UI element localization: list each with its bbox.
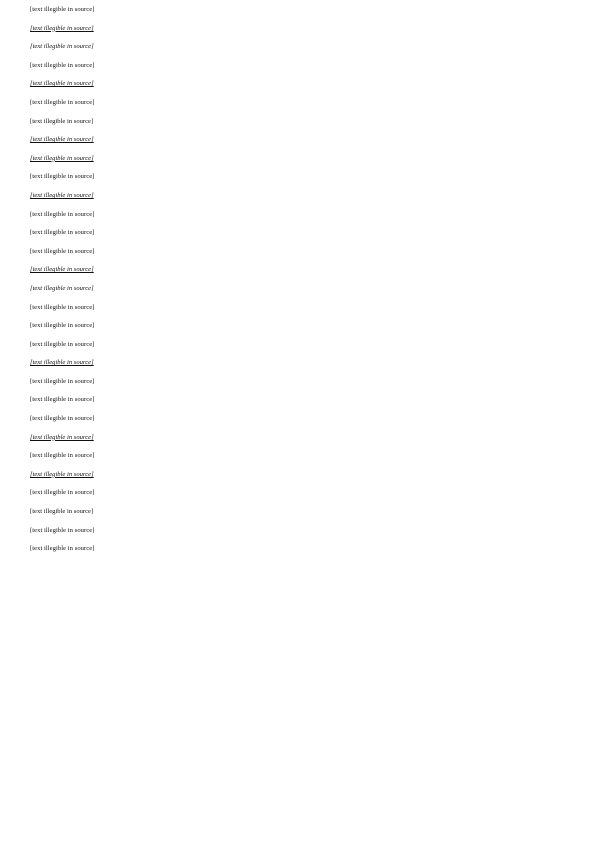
paragraph-11: [text illegible in source] xyxy=(30,377,95,385)
section-label-7: [text illegible in source] xyxy=(30,266,94,274)
paragraph-9: [text illegible in source] xyxy=(30,322,95,330)
section-label-6: [text illegible in source] xyxy=(30,191,94,199)
paragraph-17: [text illegible in source] xyxy=(30,545,95,553)
section-label-10: [text illegible in source] xyxy=(30,433,94,441)
paragraph-13: [text illegible in source] xyxy=(30,415,95,423)
paragraph-1: [text illegible in source] xyxy=(30,6,95,13)
section-label-4: [text illegible in source] xyxy=(30,136,94,144)
section-label-1: [text illegible in source] xyxy=(30,24,94,32)
section-label-9: [text illegible in source] xyxy=(30,359,94,367)
paragraph-10: [text illegible in source] xyxy=(30,340,95,348)
paragraph-12: [text illegible in source] xyxy=(30,396,95,404)
paragraph-14: [text illegible in source] xyxy=(30,452,95,460)
paragraph-15: [text illegible in source] xyxy=(30,489,95,497)
section-heading-1: [text illegible in source] xyxy=(30,117,94,125)
paragraph-6: [text illegible in source] xyxy=(30,229,95,237)
paragraph-4: [text illegible in source] xyxy=(30,173,95,181)
paragraph-3: [text illegible in source] xyxy=(30,98,95,106)
section-label-5: [text illegible in source] xyxy=(30,154,94,162)
section-label-3: [text illegible in source] xyxy=(30,80,94,88)
section-label-2: [text illegible in source] xyxy=(30,43,94,51)
paragraph-16: [text illegible in source] xyxy=(30,526,95,534)
section-heading-2: [text illegible in source] xyxy=(30,508,94,516)
section-label-8: [text illegible in source] xyxy=(30,284,94,292)
paragraph-5: [text illegible in source] xyxy=(30,210,95,218)
section-label-11: [text illegible in source] xyxy=(30,470,94,478)
paragraph-7: [text illegible in source] xyxy=(30,247,95,255)
paragraph-8: [text illegible in source] xyxy=(30,303,95,311)
paragraph-2: [text illegible in source] xyxy=(30,61,95,69)
